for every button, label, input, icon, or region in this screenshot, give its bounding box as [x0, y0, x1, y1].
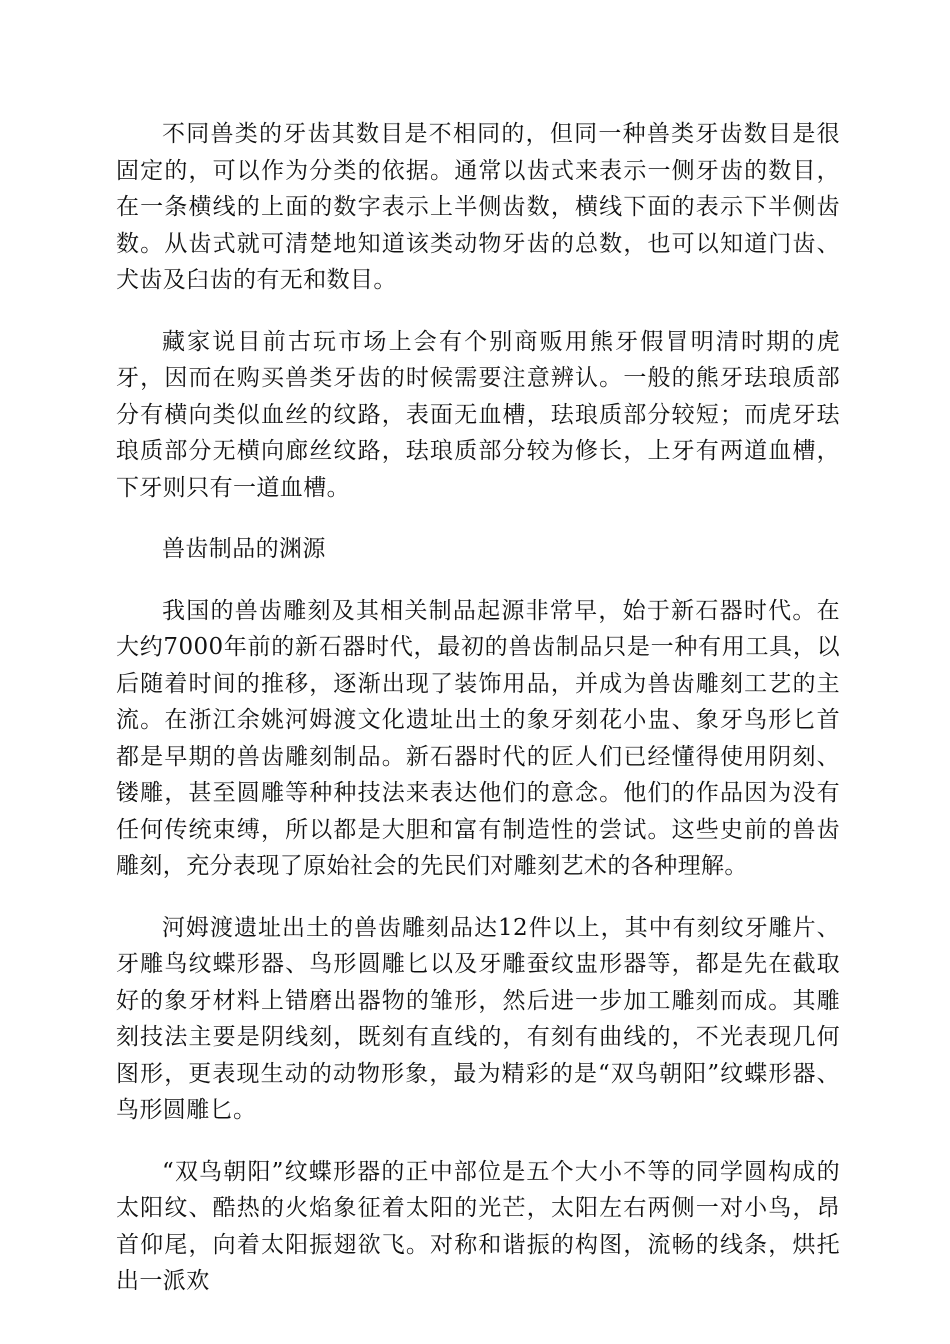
document-body: [116, 116, 840, 1325]
paragraph-hemudu: 河姆渡遗址出土的兽齿雕刻品达12件以上，其中有刻纹牙雕片、牙雕鸟纹蝶形器、鸟形圆雕匕以及牙雕蚕纹盅形器等，都是先在截取好的象牙材料上错磨出器物的雏形，然后进一步加工雕刻而成。其雕刻技法主要是阴线刻，既刻有直线的，有刻有曲线的，不光表现几何图形，更表现生动的动物形象，最为精彩的是“双鸟朝阳”纹蝶形器、鸟形圆雕匕。: [116, 914, 840, 1123]
paragraph-double-bird: “双鸟朝阳”纹蝶形器的正中部位是五个大小不等的同学圆构成的太阳纹、酷热的火焰象征着太阳的光芒，太阳左右两侧一对小鸟，昂首仰尾，向着太阳振翅欲飞。对称和谐振的构图，流畅的线条，烘托出一派欢: [116, 1158, 840, 1294]
paragraph-bear-tooth-fake: 藏家说目前古玩市场上会有个别商贩用熊牙假冒明清时期的虎牙，因而在购买兽类牙齿的时候需要注意辨认。一般的熊牙珐琅质部分有横向类似血丝的纹路，表面无血槽，珐琅质部分较短；而虎牙珐琅质部分无横向廊丝纹路，珐琅质部分较为修长，上牙有两道血槽，下牙则只有一道血槽。: [116, 328, 840, 501]
paragraph-tooth-count: 不同兽类的牙齿其数目是不相同的，但同一种兽类牙齿数目是很固定的，可以作为分类的依据。通常以齿式来表示一侧牙齿的数目，在一条横线的上面的数字表示上半侧齿数，横线下面的表示下半侧齿数。从齿式就可清楚地知道该类动物牙齿的总数，也可以知道门齿、犬齿及臼齿的有无和数目。: [116, 121, 840, 293]
section-heading: 兽齿制品的渊源: [162, 536, 326, 562]
paragraph-origin: 我国的兽齿雕刻及其相关制品起源非常早，始于新石器时代。在大约7000年前的新石器时代，最初的兽齿制品只是一种有用工具，以后随着时间的推移，逐渐出现了装饰用品，并成为兽齿雕刻工艺的主流。在浙江余姚河姆渡文化遗址出土的象牙刻花小盅、象牙鸟形匕首都是早期的兽齿雕刻制品。新石器时代的匠人们已经懂得使用阴刻、镂雕，甚至圆雕等种种技法来表达他们的意念。他们的作品因为没有任何传统束缚，所以都是大胆和富有制造性的尝试。这些史前的兽齿雕刻，充分表现了原始社会的先民们对雕刻艺术的各种理解。: [116, 597, 840, 879]
